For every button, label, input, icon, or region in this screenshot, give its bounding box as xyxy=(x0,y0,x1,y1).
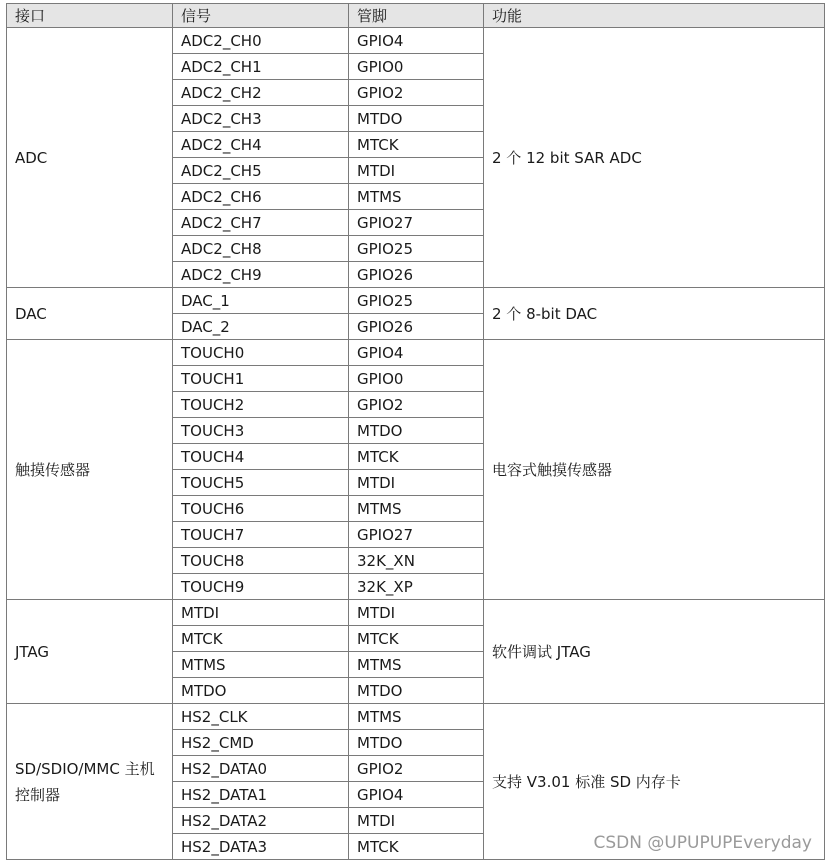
pin-cell: 32K_XP xyxy=(349,574,484,600)
signal-cell: ADC2_CH2 xyxy=(173,80,349,106)
signal-cell: TOUCH6 xyxy=(173,496,349,522)
pin-cell: MTMS xyxy=(349,184,484,210)
pin-cell: GPIO4 xyxy=(349,28,484,54)
pin-cell: MTMS xyxy=(349,496,484,522)
interface-cell xyxy=(7,288,173,340)
signal-cell: ADC2_CH5 xyxy=(173,158,349,184)
pin-cell: GPIO0 xyxy=(349,54,484,80)
pin-cell: GPIO2 xyxy=(349,756,484,782)
interface-cell xyxy=(7,28,173,288)
function-cell: 2 个 8-bit DAC xyxy=(484,288,825,340)
signal-cell: ADC2_CH3 xyxy=(173,106,349,132)
pin-cell: MTMS xyxy=(349,652,484,678)
signal-cell: ADC2_CH1 xyxy=(173,54,349,80)
signal-cell: TOUCH7 xyxy=(173,522,349,548)
signal-cell: TOUCH0 xyxy=(173,340,349,366)
pin-cell: GPIO25 xyxy=(349,288,484,314)
signal-cell: ADC2_CH7 xyxy=(173,210,349,236)
pin-cell: MTMS xyxy=(349,704,484,730)
table-row xyxy=(7,600,825,626)
pin-cell: MTDI xyxy=(349,158,484,184)
pin-cell: MTDI xyxy=(349,600,484,626)
header-row xyxy=(7,4,825,28)
function-cell: 电容式触摸传感器 xyxy=(484,340,825,600)
signal-cell: MTMS xyxy=(173,652,349,678)
pin-cell: MTCK xyxy=(349,626,484,652)
function-cell: 软件调试 JTAG xyxy=(484,600,825,704)
pin-cell: MTCK xyxy=(349,834,484,860)
pin-cell: MTDI xyxy=(349,470,484,496)
interface-table xyxy=(6,3,825,860)
signal-cell: TOUCH4 xyxy=(173,444,349,470)
signal-cell: HS2_DATA1 xyxy=(173,782,349,808)
pin-cell: GPIO26 xyxy=(349,262,484,288)
pin-cell: GPIO4 xyxy=(349,782,484,808)
header-interface: 接口 xyxy=(7,4,173,28)
interface-label: 控制器 xyxy=(15,785,61,804)
interface-label: DAC xyxy=(15,304,47,323)
signal-cell: MTDO xyxy=(173,678,349,704)
table-row xyxy=(7,340,825,366)
pin-cell: GPIO0 xyxy=(349,366,484,392)
signal-cell: TOUCH1 xyxy=(173,366,349,392)
signal-cell: ADC2_CH6 xyxy=(173,184,349,210)
signal-cell: HS2_DATA0 xyxy=(173,756,349,782)
signal-cell: TOUCH5 xyxy=(173,470,349,496)
pin-cell: MTDO xyxy=(349,678,484,704)
function-cell: 2 个 12 bit SAR ADC xyxy=(484,28,825,288)
watermark: CSDN @UPUPUPEveryday xyxy=(593,833,812,853)
signal-cell: HS2_DATA2 xyxy=(173,808,349,834)
table-row xyxy=(7,288,825,314)
function-cell: 支持 V3.01 标准 SD 内存卡 xyxy=(484,704,825,860)
table-row xyxy=(7,704,825,730)
table-row xyxy=(7,28,825,54)
signal-cell: HS2_DATA3 xyxy=(173,834,349,860)
pin-cell: GPIO2 xyxy=(349,80,484,106)
signal-cell: HS2_CMD xyxy=(173,730,349,756)
pin-cell: GPIO26 xyxy=(349,314,484,340)
interface-label: JTAG xyxy=(15,642,50,661)
signal-cell: MTCK xyxy=(173,626,349,652)
signal-cell: MTDI xyxy=(173,600,349,626)
pin-cell: GPIO2 xyxy=(349,392,484,418)
pin-cell: MTDO xyxy=(349,106,484,132)
interface-cell xyxy=(7,704,173,860)
pin-cell: MTDI xyxy=(349,808,484,834)
interface-label: ADC xyxy=(15,148,48,167)
header-pin: 管脚 xyxy=(349,4,484,28)
signal-cell: DAC_2 xyxy=(173,314,349,340)
signal-cell: HS2_CLK xyxy=(173,704,349,730)
pin-cell: MTCK xyxy=(349,132,484,158)
interface-label: SD/SDIO/MMC 主机 xyxy=(15,759,155,778)
interface-cell xyxy=(7,340,173,600)
pin-cell: GPIO25 xyxy=(349,236,484,262)
signal-cell: ADC2_CH4 xyxy=(173,132,349,158)
pin-cell: GPIO27 xyxy=(349,210,484,236)
interface-label: 触摸传感器 xyxy=(15,460,91,479)
header-function: 功能 xyxy=(484,4,825,28)
signal-cell: TOUCH2 xyxy=(173,392,349,418)
signal-cell: ADC2_CH0 xyxy=(173,28,349,54)
pin-cell: 32K_XN xyxy=(349,548,484,574)
pin-cell: GPIO4 xyxy=(349,340,484,366)
interface-cell xyxy=(7,600,173,704)
table-body xyxy=(7,28,825,860)
pin-cell: MTCK xyxy=(349,444,484,470)
signal-cell: TOUCH8 xyxy=(173,548,349,574)
signal-cell: ADC2_CH8 xyxy=(173,236,349,262)
pin-cell: GPIO27 xyxy=(349,522,484,548)
signal-cell: TOUCH9 xyxy=(173,574,349,600)
pin-cell: MTDO xyxy=(349,730,484,756)
signal-cell: ADC2_CH9 xyxy=(173,262,349,288)
header-signal: 信号 xyxy=(173,4,349,28)
signal-cell: TOUCH3 xyxy=(173,418,349,444)
pin-cell: MTDO xyxy=(349,418,484,444)
signal-cell: DAC_1 xyxy=(173,288,349,314)
